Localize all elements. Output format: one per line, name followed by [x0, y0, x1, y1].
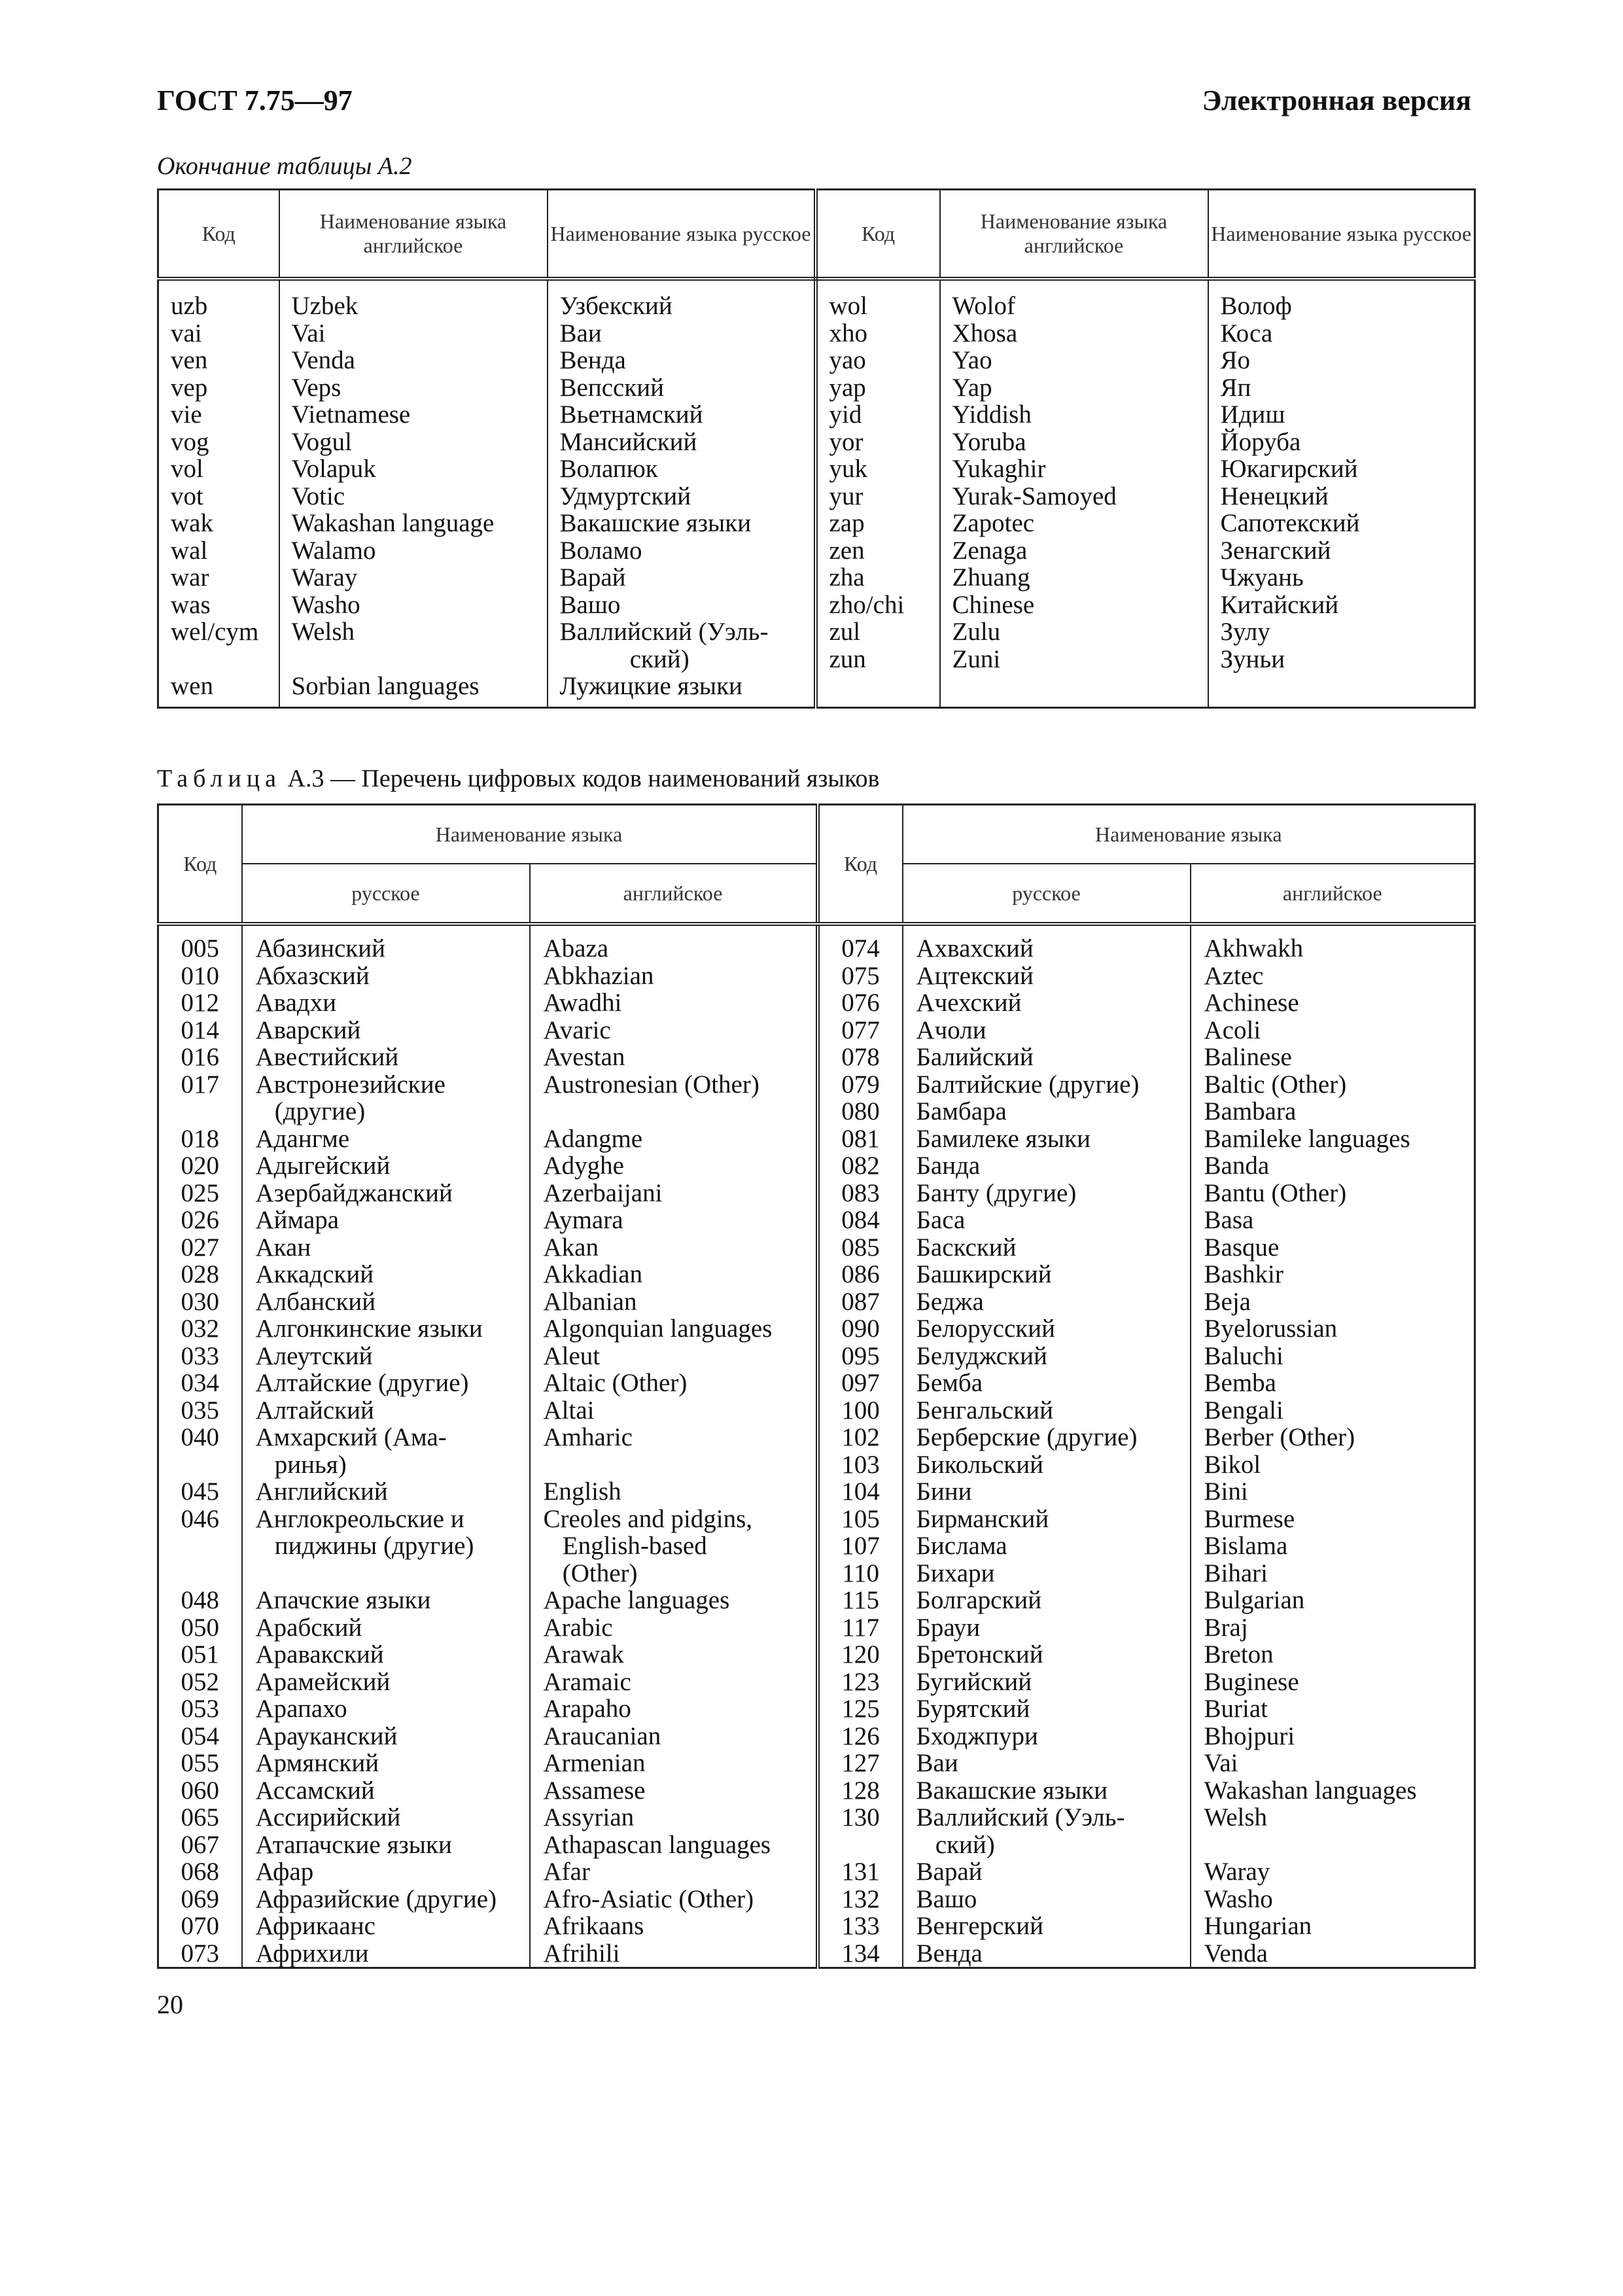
russian-name-column: Абазинский Абхазский Авадхи Аварский Авестийский Австронезийские (другие) Адангме Адыгейский Азербайджанский Аймара Акан Аккадский Албанский Алгонкинские языки Алеутский Алтайские (другие) Алтайский Амхарский (Ама- ринья) Английский Англокреольские и пиджины (другие) Апачские языки Арабский Аравакский Арамейский Арапахо Арауканский Армянский Ассамский Ассирийский Атапачские языки Афар Афразийские (другие) Африкаанс Африхили	[242, 935, 530, 1968]
table-a2	[157, 188, 1476, 709]
code-column: uzb vai ven vep vie vog vol vot wak wal war was wel/cym wen	[158, 292, 279, 700]
column-header-russian: Наименование языка русское	[548, 190, 816, 279]
table-a2-caption: Окончание таблицы А.2	[157, 152, 412, 180]
russian-name-column: Ахвахский Ацтекский Ачехский Ачоли Балийский Балтийские (другие) Бамбара Бамилеке языки Банда Банту (другие) Баса Баскский Башкирский Беджа Белорусский Белуджский Бемба Бенгальский Берберские (другие) Бикольский Бини Бирманский Бислама Бихари Болгарский Брауи Бретонский Бугийский Бурятский Бходжпури Ваи Вакашские языки Валлийский (Уэль- ский) Варай Вашо Венгерский Венда	[903, 935, 1191, 1968]
code-column: 005 010 012 014 016 017 018 020 025 026 027 028 030 032 033 034 035 040 045 046 048 050 051 052 053 054 055 060 065 067 068 069 070 073	[158, 935, 242, 1968]
caption-text: А.3 — Перечень цифровых кодов наименований языков	[281, 765, 880, 792]
column-header-english: Наименование языка английское	[940, 190, 1208, 279]
english-name-column: Abaza Abkhazian Awadhi Avaric Avestan Austronesian (Other) Adangme Adyghe Azerbaijani Aymara Akan Akkadian Albanian Algonquian languages Aleut Altaic (Other) Altai Amharic English Creoles and pidgins, English-based (Other) Apache languages Arabic Arawak Aramaic Arapaho Araucanian Armenian Assamese Assyrian Athapascan languages Afar Afro-Asiatic (Other) Afrikaans Afrihili	[530, 935, 818, 1968]
column-header-code: Код	[818, 805, 903, 925]
page-number: 20	[157, 1990, 183, 2019]
column-header-code: Код	[816, 190, 940, 279]
column-header-code: Код	[158, 190, 279, 279]
column-header-language-name: Наименование языка	[242, 805, 818, 864]
table-a3-caption	[157, 764, 879, 793]
russian-name-column: Волоф Коса Яо Яп Идиш Йоруба Юкагирский Ненецкий Сапотекский Зенагский Чжуань Китайский Зулу Зуньи	[1208, 292, 1475, 700]
column-header-language-name: Наименование языка	[903, 805, 1475, 864]
column-header-russian: русское	[242, 864, 530, 924]
english-name-column: Akhwakh Aztec Achinese Acoli Balinese Baltic (Other) Bambara Bamileke languages Banda Bantu (Other) Basa Basque Bashkir Beja Byelorussian Baluchi Bemba Bengali Berber (Other) Bikol Bini Burmese Bislama Bihari Bulgarian Braj Breton Buginese Buriat Bhojpuri Vai Wakashan languages Welsh Waray Washo Hungarian Venda	[1191, 935, 1475, 1968]
column-header-english: английское	[530, 864, 818, 924]
column-header-russian: русское	[903, 864, 1191, 924]
english-name-column: Uzbek Vai Venda Veps Vietnamese Vogul Volapuk Votic Wakashan language Walamo Waray Washo Welsh Sorbian languages	[279, 292, 548, 700]
caption-label: Таблица	[157, 765, 282, 792]
column-header-code: Код	[158, 805, 242, 925]
russian-name-column: Узбекский Ваи Венда Вепсский Вьетнамский Мансийский Волапюк Удмуртский Вакашские языки Воламо Варай Вашо Валлийский (Уэль- ский) Лужицкие языки	[548, 292, 816, 700]
column-header-english: Наименование языка английское	[279, 190, 548, 279]
code-column: wol xho yao yap yid yor yuk yur zap zen zha zho/chi zul zun	[816, 292, 940, 700]
edition-label: Электронная версия	[1202, 84, 1471, 116]
column-header-english: английское	[1191, 864, 1475, 924]
document-code: ГОСТ 7.75—97	[157, 84, 353, 116]
column-header-russian: Наименование языка русское	[1208, 190, 1475, 279]
table-a3	[157, 804, 1476, 1969]
code-column: 074 075 076 077 078 079 080 081 082 083 084 085 086 087 090 095 097 100 102 103 104 105 107 110 115 117 120 123 125 126 127 128 130 131 132 133 134	[818, 935, 903, 1968]
english-name-column: Wolof Xhosa Yao Yap Yiddish Yoruba Yukaghir Yurak-Samoyed Zapotec Zenaga Zhuang Chinese Zulu Zuni	[940, 292, 1208, 700]
